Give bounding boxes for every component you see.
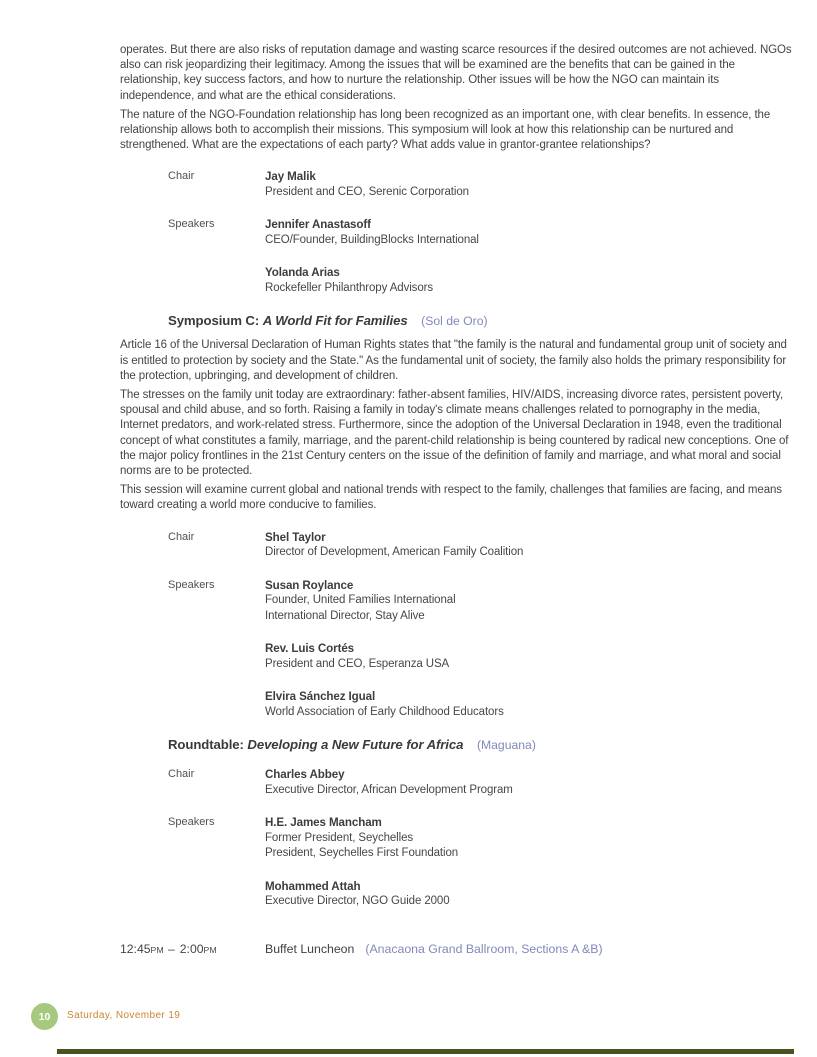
footer-bar (57, 1049, 794, 1054)
person-title: President and CEO, Serenic Corporation (265, 185, 469, 198)
page-number: 10 (38, 1010, 51, 1023)
person-title: Executive Director, NGO Guide 2000 (265, 895, 450, 908)
person-title: President, Seychelles First Foundation (265, 847, 459, 860)
time-dash: – (168, 941, 175, 956)
heading-prefix: Symposium C: (168, 313, 260, 329)
meridiem: PM (203, 944, 218, 955)
person-entry (265, 169, 796, 200)
intro-paragraph-2: The nature of the NGO-Foundation relationship has long been recognized as an important one, with clear benefits. In essence, the relationship allows both to accomplish their missions. This symposium will look at how this relationship can be nurtured and strengthened. What are the expectations of each party? What adds value in grantor-grantee relationships? (120, 108, 771, 152)
chair-label: Chair (168, 768, 195, 781)
person-title: Director of Development, American Family Coalition (265, 546, 524, 559)
person-entry (265, 767, 796, 798)
person-title: Founder, United Families International (265, 594, 456, 607)
person-title: Former President, Seychelles (265, 831, 414, 844)
person-title: President and CEO, Esperanza USA (265, 657, 450, 670)
footer-date: Saturday, November 19 (67, 1010, 181, 1021)
venue-label: (Maguana) (476, 738, 536, 753)
person-name: Charles Abbey (265, 768, 345, 782)
person-entry (265, 689, 796, 720)
chair-label: Chair (168, 530, 195, 543)
person-title: World Association of Early Childhood Educators (265, 705, 504, 718)
chair-label: Chair (168, 170, 195, 183)
person-title: Rockefeller Philanthropy Advisors (265, 281, 434, 294)
heading-title: A World Fit for Families (262, 313, 408, 329)
person-name: Susan Roylance (265, 578, 354, 592)
venue-label: (Sol de Oro) (421, 314, 488, 329)
symposium-c-people (168, 530, 796, 721)
speakers-row (168, 815, 796, 910)
luncheon-venue: (Anacaona Grand Ballroom, Sections A &B) (365, 941, 603, 956)
person-name: Yolanda Arias (265, 266, 340, 280)
person-entry (265, 879, 796, 910)
person-name: Jay Malik (265, 170, 316, 184)
person-name: Elvira Sánchez Igual (265, 690, 376, 704)
chair-row (168, 169, 796, 200)
chair-row (168, 767, 796, 798)
person-title: CEO/Founder, BuildingBlocks International (265, 233, 479, 246)
roundtable-people (168, 767, 796, 910)
page-number-badge (31, 1003, 58, 1030)
speakers-row (168, 217, 796, 296)
person-title: Executive Director, African Development Program (265, 783, 513, 796)
person-name: Jennifer Anastasoff (265, 218, 371, 232)
person-entry (265, 815, 796, 862)
person-title: International Director, Stay Alive (265, 609, 425, 622)
person-entry (265, 578, 796, 625)
speakers-row (168, 578, 796, 721)
person-name: H.E. James Mancham (265, 816, 382, 830)
person-name: Rev. Luis Cortés (265, 642, 355, 656)
symposium-c-paragraph-3: This session will examine current global and national trends with respect to the family, challenges that families are facing, and means toward creating a world more conducive to families. (120, 484, 782, 512)
heading-title: Developing a New Future for Africa (247, 737, 464, 753)
person-entry (265, 530, 796, 561)
person-entry (265, 641, 796, 672)
luncheon-entry (120, 942, 796, 956)
session-continuation-people (168, 169, 796, 296)
luncheon-label: Buffet Luncheon (265, 941, 355, 956)
person-entry (265, 265, 796, 296)
luncheon-time: 12:45PM – 2:00PM (120, 941, 218, 956)
heading-prefix: Roundtable: (168, 737, 244, 753)
roundtable-heading (168, 737, 796, 753)
intro-paragraph-1: operates. But there are also risks of reputation damage and wasting scarce resources if the desired outcomes are not achieved. NGOs also can risk jeopardizing their legitimacy. Among the issues that will be examined are the benefits that can be gained in the relationship, key success factors, and how to nurture the relationship. Other issues will be how the NGO can maintain its independence, and what are the ethical considerations. (120, 44, 792, 102)
symposium-c-paragraph-1: Article 16 of the Universal Declaration of Human Rights states that "the family is the natural and fundamental group unit of society and is entitled to protection by society and the State." As the fundamental unit of society, the family also holds the primary responsibility for the protection, upbringing, and development of children. (120, 339, 787, 382)
chair-row (168, 530, 796, 561)
speakers-label: Speakers (168, 816, 215, 829)
person-name: Mohammed Attah (265, 879, 361, 893)
person-entry (265, 217, 796, 248)
meridiem: PM (150, 944, 164, 955)
person-name: Shel Taylor (265, 530, 326, 544)
speakers-label: Speakers (168, 578, 215, 591)
symposium-c-heading (168, 313, 796, 329)
symposium-c-paragraph-2: The stresses on the family unit today are extraordinary: father-absent families, HIV/AIDS, increasing divorce rates, persistent poverty, spousal and child abuse, and so forth. Raising a family in today's climate means challenges related to pornography in the media, Internet predators, and work-related stress. Furthermore, since the adoption of the Universal Declaration in 1948, even the traditional concept of what constitutes a family, marriage, and the parent-child relationship is being countered by radical new conceptions. One of the major policy frontlines in the 21st Century centers on the issue of the definition of family and marriage, and what moral and social norms are to be protected. (120, 389, 789, 478)
page-content (120, 43, 796, 956)
speakers-label: Speakers (168, 218, 215, 231)
